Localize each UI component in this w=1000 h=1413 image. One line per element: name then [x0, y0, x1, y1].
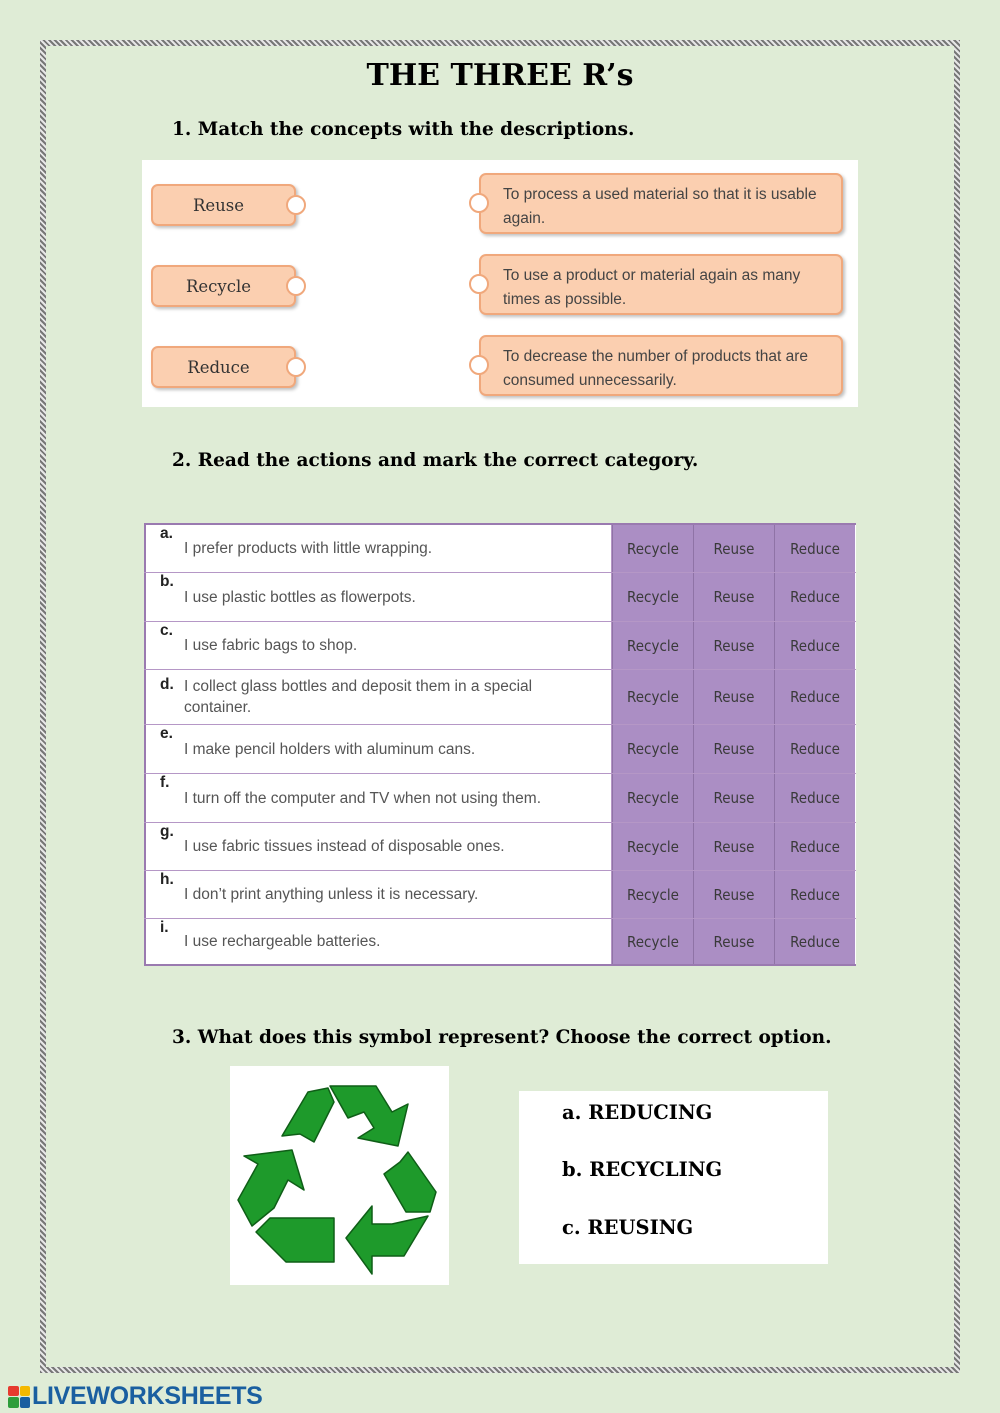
option-recycle[interactable]: Recycle	[612, 573, 693, 621]
option-reuse[interactable]: Reuse	[693, 525, 774, 572]
action-cell	[144, 525, 612, 572]
option-reduce[interactable]: Reduce	[774, 823, 855, 870]
option-reduce[interactable]: Reduce	[774, 622, 855, 669]
recycling-symbol-icon	[230, 1066, 449, 1285]
option-reducing[interactable]: a. REDUCING	[562, 1101, 713, 1124]
action-text: I use fabric bags to shop.	[184, 637, 358, 654]
action-letter: e.	[160, 725, 173, 742]
action-cell	[144, 725, 612, 773]
action-letter: a.	[160, 525, 173, 542]
option-recycle[interactable]: Recycle	[612, 725, 693, 773]
answer-options	[519, 1091, 828, 1264]
table-row	[144, 572, 856, 621]
action-text: I prefer products with little wrapping.	[184, 540, 433, 557]
option-reuse[interactable]: Reuse	[693, 774, 774, 822]
table-row	[144, 523, 856, 572]
page-title: THE THREE R’s	[366, 58, 634, 93]
action-text: I use plastic bottles as flowerpots.	[184, 588, 416, 606]
action-letter: c.	[160, 622, 173, 639]
action-text: I don’t print anything unless it is necessary.	[184, 886, 479, 903]
footer-brand	[8, 1382, 263, 1411]
match-connector[interactable]	[286, 195, 306, 215]
option-reduce[interactable]: Reduce	[774, 919, 855, 964]
match-connector[interactable]	[469, 193, 489, 213]
match-connector[interactable]	[469, 355, 489, 375]
action-cell	[144, 573, 612, 621]
option-recycling[interactable]: b. RECYCLING	[562, 1158, 723, 1181]
option-reuse[interactable]: Reuse	[693, 823, 774, 870]
table-row	[144, 822, 856, 870]
option-reduce[interactable]: Reduce	[774, 573, 855, 621]
action-cell	[144, 871, 612, 918]
match-connector[interactable]	[469, 274, 489, 294]
section3-heading: 3. What does this symbol represent? Choose the correct option.	[172, 1027, 832, 1048]
action-text: I use fabric tissues instead of disposable ones.	[184, 838, 505, 855]
description-2[interactable]	[479, 254, 843, 315]
option-reduce[interactable]: Reduce	[774, 670, 855, 724]
action-cell	[144, 823, 612, 870]
description-text: To process a used material so that it is usable again.	[503, 186, 817, 227]
concept-recycle[interactable]	[151, 265, 296, 307]
option-reduce[interactable]: Reduce	[774, 774, 855, 822]
description-text: To decrease the number of products that are consumed unnecessarily.	[503, 348, 809, 389]
option-recycle[interactable]: Recycle	[612, 525, 693, 572]
description-3[interactable]	[479, 335, 843, 396]
action-text: I use rechargeable batteries.	[184, 933, 381, 950]
option-reuse[interactable]: Reuse	[693, 670, 774, 724]
action-letter: h.	[160, 871, 174, 888]
concept-reduce[interactable]	[151, 346, 296, 388]
matching-panel	[142, 160, 858, 407]
option-reuse[interactable]: Reuse	[693, 871, 774, 918]
table-row	[144, 773, 856, 822]
table-row	[144, 621, 856, 669]
option-reuse[interactable]: Reuse	[693, 622, 774, 669]
table-row	[144, 918, 856, 966]
brand-name: LIVEWORKSHEETS	[32, 1382, 263, 1410]
concept-label: Recycle	[185, 276, 252, 296]
concept-reuse[interactable]	[151, 184, 296, 226]
action-text: I collect glass bottles and deposit them in a special container.	[184, 678, 533, 716]
option-recycle[interactable]: Recycle	[612, 622, 693, 669]
table-row	[144, 669, 856, 724]
option-recycle[interactable]: Recycle	[612, 919, 693, 964]
action-cell	[144, 622, 612, 669]
concept-label: Reuse	[192, 195, 245, 215]
action-letter: f.	[160, 774, 170, 791]
option-reuse[interactable]: Reuse	[693, 725, 774, 773]
option-reuse[interactable]: Reuse	[693, 573, 774, 621]
action-text: I turn off the computer and TV when not using them.	[184, 789, 541, 807]
option-recycle[interactable]: Recycle	[612, 823, 693, 870]
action-letter: i.	[160, 919, 169, 936]
recycling-symbol-panel	[230, 1066, 449, 1285]
option-reduce[interactable]: Reduce	[774, 525, 855, 572]
action-cell	[144, 774, 612, 822]
option-reusing[interactable]: c. REUSING	[562, 1216, 694, 1239]
table-row	[144, 724, 856, 773]
option-recycle[interactable]: Recycle	[612, 774, 693, 822]
action-cell	[144, 670, 612, 724]
liveworksheets-logo-icon	[8, 1386, 30, 1408]
description-text: To use a product or material again as many times as possible.	[503, 267, 801, 308]
action-cell	[144, 919, 612, 964]
option-reduce[interactable]: Reduce	[774, 871, 855, 918]
match-connector[interactable]	[286, 357, 306, 377]
action-letter: g.	[160, 823, 174, 840]
description-1[interactable]	[479, 173, 843, 234]
action-letter: b.	[160, 573, 174, 590]
match-connector[interactable]	[286, 276, 306, 296]
option-reuse[interactable]: Reuse	[693, 919, 774, 964]
section1-heading: 1. Match the concepts with the descriptions.	[172, 119, 635, 140]
option-reduce[interactable]: Reduce	[774, 725, 855, 773]
actions-table	[144, 523, 856, 966]
action-letter: d.	[160, 676, 174, 693]
section2-heading: 2. Read the actions and mark the correct category.	[172, 450, 699, 471]
action-text: I make pencil holders with aluminum cans.	[184, 740, 476, 758]
option-recycle[interactable]: Recycle	[612, 871, 693, 918]
option-recycle[interactable]: Recycle	[612, 670, 693, 724]
concept-label: Reduce	[187, 357, 250, 377]
table-row	[144, 870, 856, 918]
